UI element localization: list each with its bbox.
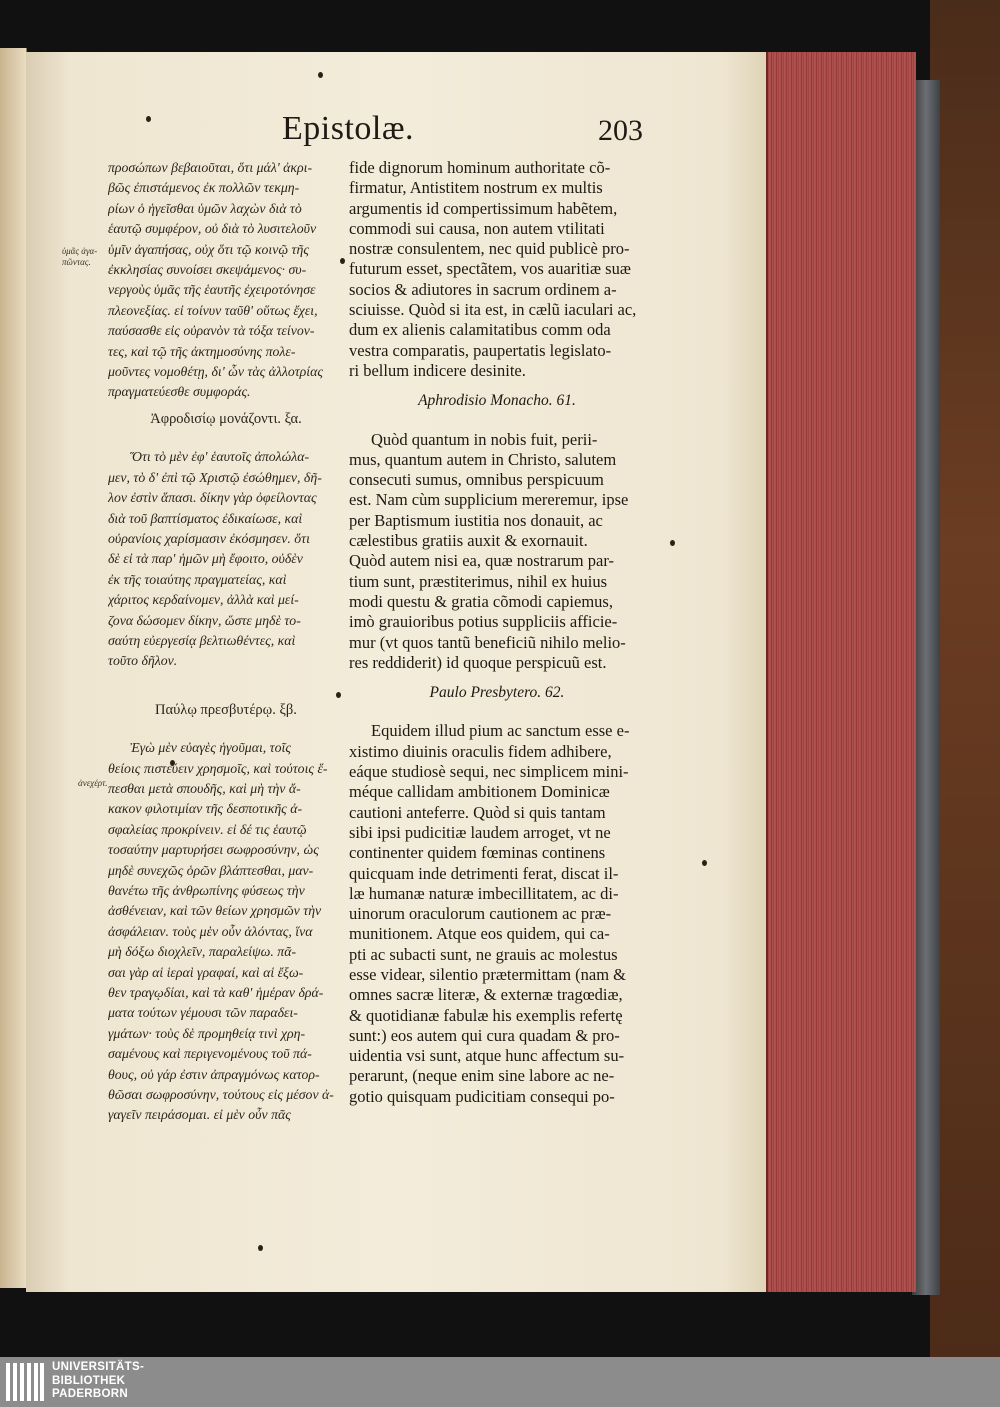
text-line: futurum esset, spectãtem, vos auaritiæ suæ	[349, 259, 631, 279]
text-line: πραγματεύεσθε συμφοράς.	[108, 384, 251, 400]
wormhole-mark	[670, 540, 675, 546]
text-line: ἐκ τῆς τοιαύτης πραγματείας, καὶ	[108, 571, 287, 587]
text-line: mus, quantum autem in Christo, salutem	[349, 449, 617, 469]
text-line: méque callidam ambitionem Dominicæ	[349, 782, 610, 802]
text-line: θεν τραγῳδίαι, καὶ τὰ καθ' ἡμέραν δρά-	[108, 985, 324, 1001]
text-line: πεσθαι μετὰ σπουδῆς, καὶ μὴ τὴν ἄ-	[108, 780, 301, 796]
text-line: ἐκκλησίας συνοίσει σκεψάμενος· συ-	[108, 262, 307, 278]
text-line: commodi sui causa, non autem vtilitati	[349, 218, 605, 238]
text-line: munitionem. Atque eos quidem, qui ca-	[349, 924, 610, 944]
text-line: σαύτη εὐεργεσίᾳ βελτιωθέντες, καὶ	[108, 632, 296, 648]
text-line: διὰ τοῦ βαπτίσματος ἐδικαίωσε, καὶ	[108, 510, 303, 526]
greek-column	[108, 158, 344, 1126]
latin-heading-62: Paulo Presbytero. 62.	[429, 684, 565, 702]
latin-letter-60-end	[349, 158, 645, 381]
text-line: θῶσαι σωφροσύνην, τούτους εἰς μέσον ἀ-	[108, 1087, 334, 1103]
text-line: μεν, τὸ δ' ἐπὶ τῷ Χριστῷ ἐσώθημεν, δῆ-	[108, 469, 322, 485]
text-line: tium sunt, præstiterimus, nihil ex huius	[349, 571, 608, 591]
text-line: πλεονεξίας. εἰ τοίνυν ταῦθ' οὕτως ἔχει,	[108, 302, 318, 318]
text-line: προσώπων βεβαιοῦται, ὅτι μάλ' ἀκρι-	[108, 160, 313, 175]
wormhole-mark	[702, 860, 707, 866]
text-line: νεργοὺς ὑμᾶς τῆς ἑαυτῆς ἐχειροτόνησε	[108, 282, 316, 298]
text-line: ὑμῖν ἀγαπήσας, οὐχ ὅτι τῷ κοινῷ τῆς	[108, 241, 309, 257]
text-line: sibi ipsi pudicitiæ laudem arroget, vt ne	[349, 822, 611, 842]
greek-heading-61: Ἀφροδισίῳ μονάζοντι. ξα.	[150, 410, 302, 427]
library-name: UNIVERSITÄTS- BIBLIOTHEK PADERBORN	[52, 1361, 145, 1400]
text-line: quicquam inde detrimenti ferat, discat il-	[349, 863, 619, 883]
text-line: esse videar, silentio prætermittam (nam &	[349, 964, 627, 984]
text-line: γμάτων· τοὺς δὲ προμηθείᾳ τινὶ χρη-	[108, 1025, 306, 1041]
text-line: consecuti sumus, omnibus perspicuum	[349, 470, 604, 490]
text-line: pti ac subacti sunt, ne grauis ac molestus	[349, 944, 618, 964]
text-line: τες, καὶ τῷ τῆς ἀκτημοσύνης πολε-	[108, 343, 296, 359]
book-cover-edge	[912, 80, 940, 1295]
text-line: læ humanæ naturæ imbecillitatem, ac di-	[349, 883, 619, 903]
text-line: sunt:) eos autem qui cura quadam & pro-	[349, 1025, 620, 1045]
text-line: ματα τούτων γέμουσι τῶν παραδει-	[108, 1005, 298, 1021]
text-line: ri bellum indicere desinite.	[349, 360, 526, 380]
text-line: Quòd quantum in nobis fuit, perii-	[371, 429, 598, 449]
text-line: continenter quidem fœminas continens	[349, 843, 606, 863]
text-line: uinorum oraculorum cautionem ac præ-	[349, 904, 612, 924]
latin-letter-61	[349, 430, 645, 674]
text-line: χάριτος κερδαίνομεν, ἀλλὰ καὶ μεί-	[108, 592, 299, 608]
text-line: τοσαύτην μαρτυρήσει σωφροσύνην, ὡς	[108, 842, 319, 858]
text-line: cælestibus gratiis auxit & exornauit.	[349, 531, 588, 551]
wormhole-mark	[258, 1245, 263, 1251]
text-line: βῶς ἐπιστάμενος ἐκ πολλῶν τεκμη-	[108, 180, 300, 196]
text-line: firmatur, Antistitem nostrum ex multis	[349, 178, 603, 198]
text-line: nostræ consulentem, nec quid publicè pro-	[349, 239, 630, 259]
text-line: modi questu & gratia cõmodi capiemus,	[349, 591, 613, 611]
text-line: Equidem illud pium ac sanctum esse e-	[371, 721, 630, 741]
facing-page-edge	[0, 48, 27, 1288]
text-line: gotio quisquam pudicitiam consequi po-	[349, 1086, 615, 1106]
wormhole-mark	[318, 72, 323, 78]
text-line: vestra comparatis, paupertatis legislato-	[349, 340, 612, 360]
text-line: Ἐγὼ μὲν εὐαγὲς ἡγοῦμαι, τοῖς	[130, 740, 291, 756]
text-line: Ὅτι τὸ μὲν ἐφ' ἑαυτοῖς ἀπολώλα-	[130, 449, 310, 465]
page-fore-edge	[766, 52, 916, 1292]
text-line: uidentia vsi sunt, atque hunc affectum su-	[349, 1046, 625, 1066]
text-line: μηδὲ συνεχῶς ὁρῶν βλάπτεσθαι, μαν-	[108, 862, 314, 878]
greek-heading-62: Παύλῳ πρεσβυτέρῳ. ξβ.	[155, 701, 297, 718]
text-line: γαγεῖν πειράσομαι. εἰ μὲν οὖν πᾶς	[108, 1107, 291, 1123]
greek-letter-60-end	[108, 158, 344, 403]
text-line: μοῦντες νομοθέτῃ, δι' ὧν τὰς ἀλλοτρίας	[108, 364, 323, 380]
text-line: θους, οὐ γάρ ἐστιν ἀπραγμόνως κατορ-	[108, 1066, 320, 1082]
text-line: θείοις πιστεύειν χρησμοῖς, καὶ τούτοις ἕ-	[108, 760, 328, 776]
margin-note: ἀνεχέρτ.	[78, 778, 108, 788]
text-line: per Baptismum iustitia nos donauit, ac	[349, 510, 603, 530]
text-line: perarunt, (neque enim sine labore ac ne-	[349, 1066, 615, 1086]
text-line: θανέτω τῆς ἀνθρωπίνης φύσεως τὴν	[108, 883, 305, 898]
page-number: 203	[598, 114, 643, 147]
text-line: κακον φιλοτιμίαν τῆς δεσποτικῆς ἀ-	[108, 801, 303, 817]
latin-column	[349, 158, 645, 1107]
library-logo-icon	[6, 1363, 44, 1401]
text-line: dum ex alienis calamitatibus comm oda	[349, 320, 611, 340]
text-line: & quotidianæ fabulæ his exemplis refertę	[349, 1005, 623, 1025]
running-head: Epistolæ.	[282, 110, 415, 147]
wormhole-mark	[146, 116, 151, 122]
background-shelf	[930, 0, 1000, 1357]
latin-heading-61: Aphrodisio Monacho. 61.	[418, 392, 576, 410]
text-line: cautioni anteferre. Quòd si quis tantam	[349, 802, 606, 822]
text-line: Quòd autem nisi ea, quæ nostrarum par-	[349, 551, 614, 571]
text-line: σαμένους καὶ περιγενομένους τοῦ πά-	[108, 1046, 312, 1062]
latin-letter-62	[349, 721, 645, 1107]
text-line: λον ἐστὶν ἅπασι. δίκην γὰρ ὀφείλοντας	[108, 490, 317, 506]
greek-letter-61	[108, 447, 344, 671]
text-line: sciuisse. Quòd si ita est, in cælũ iaculari ac,	[349, 300, 637, 320]
text-line: οὐρανίοις χαρίσμασιν ἐκόσμησεν. ὅτι	[108, 530, 310, 546]
text-line: ζονα δώσομεν δίκην, ὥστε μηδὲ το-	[108, 612, 301, 628]
text-line: τοῦτο δῆλον.	[108, 653, 178, 669]
text-line: fide dignorum hominum authoritate cõ-	[349, 158, 611, 177]
greek-letter-62	[108, 738, 344, 1126]
text-line: σφαλείας προκρίνειν. εἰ δέ τις ἑαυτῷ	[108, 821, 307, 837]
margin-note: ὑμᾶς ἀγα- πῶντας.	[62, 246, 98, 267]
library-footer	[0, 1357, 1000, 1407]
text-line: socios & adiutores in sacrum ordinem a-	[349, 279, 617, 299]
text-line: σαι γὰρ αἱ ἱεραὶ γραφαί, καὶ αἱ ἔξω-	[108, 964, 304, 980]
text-line: ἑαυτῷ συμφέρον, οὐ διὰ τὸ λυσιτελοῦν	[108, 221, 317, 237]
text-line: ἀσφάλειαν. τοὺς μὲν οὖν ἁλόντας, ἵνα	[108, 923, 313, 939]
text-line: παύσασθε εἰς οὐρανὸν τὰ τόξα τείνον-	[108, 323, 315, 339]
text-line: δὲ εἰ τὰ παρ' ἡμῶν μὴ ἔφοιτο, οὐδὲν	[108, 551, 303, 567]
text-line: est. Nam cùm supplicium mereremur, ipse	[349, 490, 629, 510]
text-line: μὴ δόξω διοχλεῖν, παραλείψω. πᾶ-	[108, 944, 297, 960]
text-line: ἀσθένειαν, καὶ τῶν θείων χρησμῶν τὴν	[108, 903, 322, 919]
text-line: xistimo diuinis oraculis fidem adhibere,	[349, 741, 612, 761]
text-line: mur (vt quos tantũ beneficiũ nihilo melio-	[349, 632, 626, 652]
text-line: ρίων ὁ ἡγεῖσθαι ὑμῶν λαχὼν διὰ τὸ	[108, 200, 302, 216]
text-line: imò grauioribus potius suppliciis afficie-	[349, 612, 618, 632]
text-line: res reddiderit) id quoque perspicuũ est.	[349, 652, 607, 672]
text-line: argumentis id compertissimum habẽtem,	[349, 198, 618, 218]
text-line: omnes sacræ literæ, & externæ tragœdiæ,	[349, 985, 623, 1005]
text-line: eáque studiosè sequi, nec simplicem mini-	[349, 762, 629, 782]
